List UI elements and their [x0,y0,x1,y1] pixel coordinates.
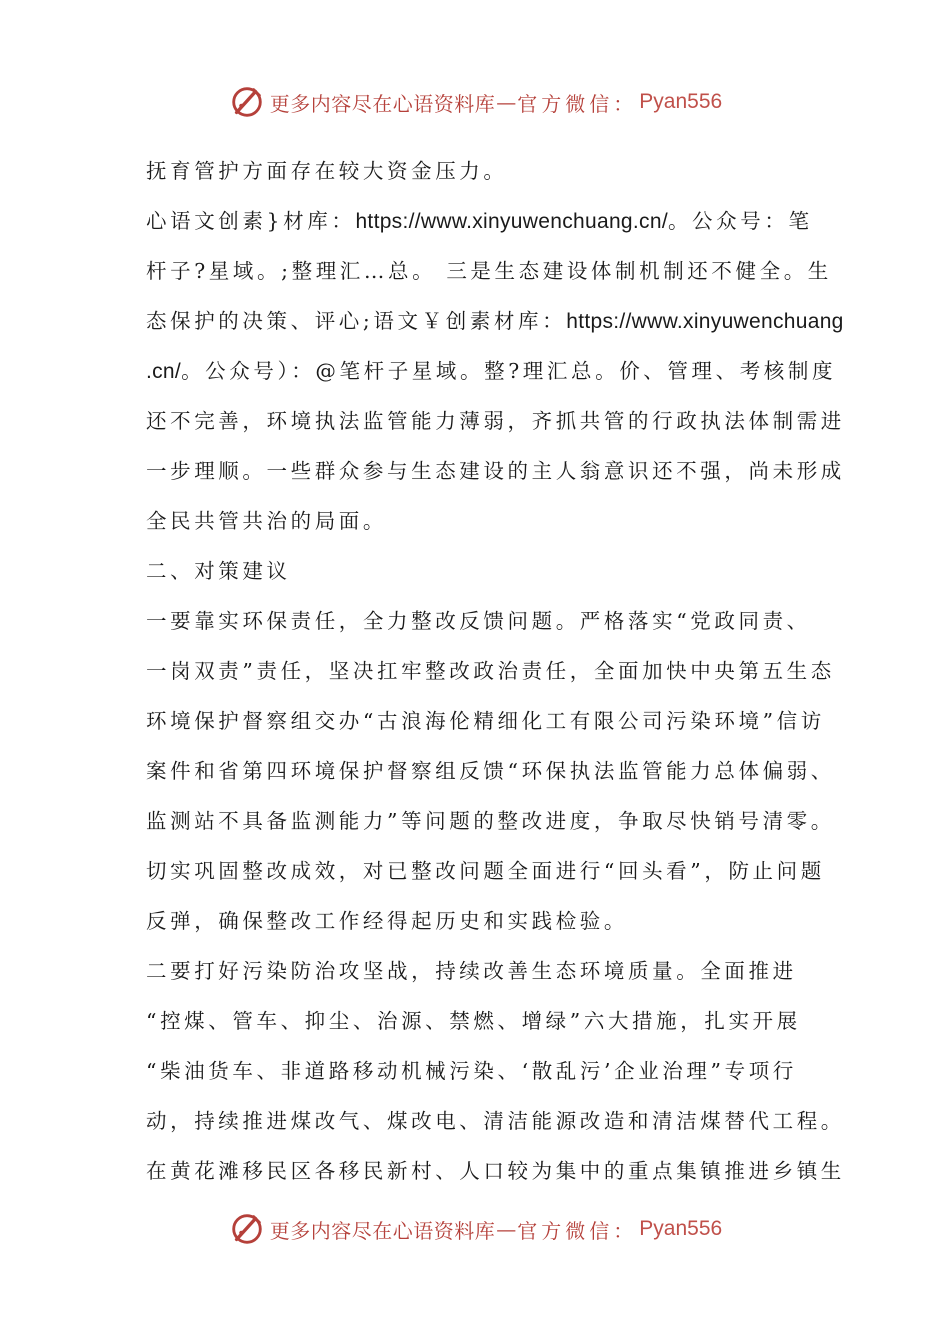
text-line: 环境保护督察组交办“古浪海伦精细化工有限公司污染环境”信访 [146,709,825,733]
text-line: 动，持续推进煤改气、煤改电、清洁能源改造和清洁煤替代工程。 [146,1109,845,1133]
section-heading: 二、对策建议 [146,559,291,583]
watermark-dash: — [496,1217,517,1241]
text-line: 在黄花滩移民区各移民新村、人口较为集中的重点集镇推进乡镇生 [146,1159,845,1183]
text-line: “控煤、管车、抑尘、治源、禁燃、增绿”六大措施，扎实开展 [146,1009,801,1033]
text-line: 监测站不具备监测能力”等问题的整改进度，争取尽快销号清零。 [146,809,835,833]
pen-seal-logo-icon [228,1210,266,1248]
pen-seal-logo-icon [228,83,266,121]
text-line: 抚育管护方面存在较大资金压力。 [146,159,508,183]
watermark-wechat-label: 官方微信： [517,91,638,116]
text-line: 态保护的决策、评心;语文￥创素材库：https://www.xinyuwenchuang [146,309,844,333]
url-text: https://www.xinyuwenchuang [566,310,844,333]
watermark-wechat-id: Pyan556 [639,90,723,113]
text-line: 还不完善，环境执法监管能力薄弱，齐抓共管的行政执法体制需进 [146,409,845,433]
watermark-site-text: 更多内容尽在心语资料库 [269,1218,496,1243]
text-line: .cn/。公众号）：@笔杆子星域。整?理汇总。价、管理、考核制度 [146,359,837,383]
text-line: 案件和省第四环境保护督察组反馈“环保执法监管能力总体偏弱、 [146,759,835,783]
url-text: https://www.xinyuwenchuang.cn/ [355,210,668,233]
watermark-site-text: 更多内容尽在心语资料库 [269,91,496,116]
text-line: 一步理顺。一些群众参与生态建设的主人翁意识还不强，尚未形成 [146,459,845,483]
document-body [146,146,845,1196]
url-text: .cn/ [146,360,182,383]
text-line: 心语文创素}材库：https://www.xinyuwenchuang.cn/。公众号：笔 [146,209,813,233]
text-line: 切实巩固整改成效，对已整改问题全面进行“回头看”，防止问题 [146,859,825,883]
text-line: 反弹，确保整改工作经得起历史和实践检验。 [146,909,628,933]
text-line: 杆子?星域。;整理汇…总。 三是生态建设体制机制还不健全。生 [146,259,832,283]
text-line: “柴油货车、非道路移动机械污染、‘散乱污’企业治理”专项行 [146,1059,797,1083]
text-line: 全民共管共治的局面。 [146,509,387,533]
watermark-wechat-label: 官方微信： [517,1218,638,1243]
text-line: 二要打好污染防治攻坚战，持续改善生态环境质量。全面推进 [146,959,797,983]
text-line: 一岗双责”责任，坚决扛牢整改政治责任，全面加快中央第五生态 [146,659,835,683]
text-line: 一要靠实环保责任，全力整改反馈问题。严格落实“党政同责、 [146,609,811,633]
watermark-wechat-id: Pyan556 [639,1217,723,1240]
watermark-banner-top [0,80,950,124]
watermark-banner-bottom [0,1207,950,1251]
watermark-dash: — [496,90,517,114]
